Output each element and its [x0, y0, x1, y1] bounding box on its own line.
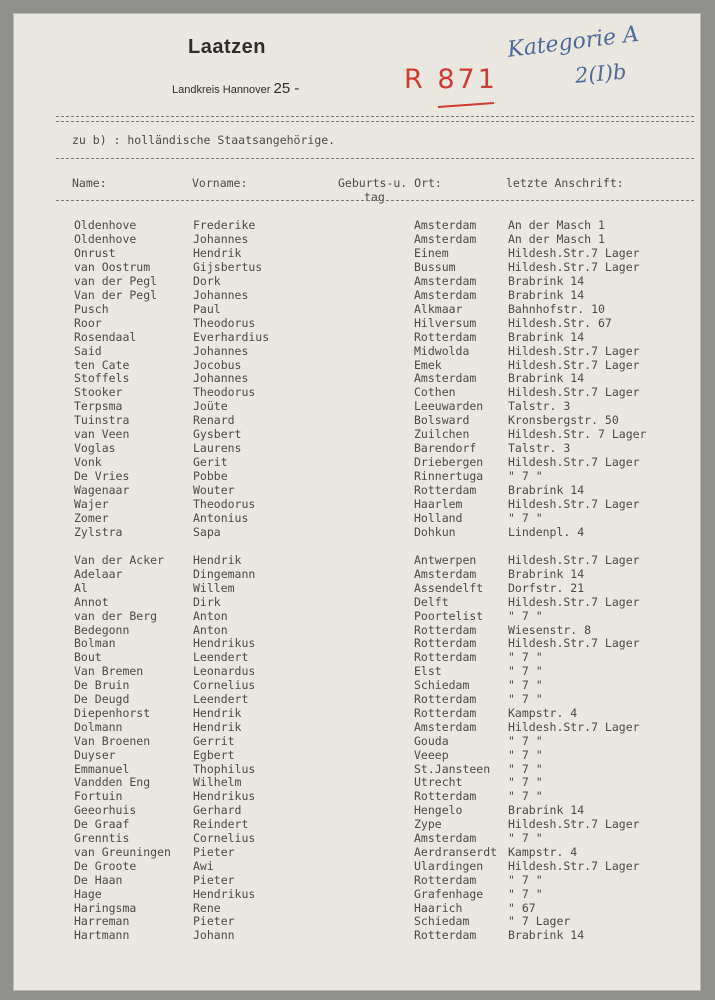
cell-vorname: Sapa — [193, 524, 221, 539]
cell-vorname: Johann — [193, 928, 235, 943]
cell-anschrift: " 7 " — [508, 650, 543, 665]
cell-anschrift: Hildesh.Str.7 Lager — [508, 719, 640, 734]
cell-anschrift: Hildesh.Str.7 Lager — [508, 259, 640, 274]
cell-name: Onrust — [74, 245, 116, 260]
cell-vorname: Theodorus — [193, 315, 256, 330]
cell-name: Harreman — [74, 914, 130, 929]
cell-ort: Amsterdam — [414, 273, 477, 288]
cell-anschrift: Kronsbergstr. 50 — [508, 413, 619, 428]
cell-name: Roor — [74, 315, 102, 330]
cell-name: De Haan — [74, 872, 123, 887]
cell-name: Van der Acker — [74, 553, 165, 567]
cell-anschrift: Hildesh.Str.7 Lager — [508, 385, 640, 400]
cell-ort: Amsterdam — [414, 218, 477, 232]
cell-ort: Utrecht — [414, 775, 463, 790]
cell-ort: Rotterdam — [414, 636, 477, 651]
cell-ort: Amsterdam — [414, 231, 477, 246]
cell-vorname: Gerit — [193, 455, 228, 470]
cell-anschrift: Hildesh.Str. 67 — [508, 315, 612, 330]
cell-name: Zylstra — [74, 524, 123, 539]
column-header-vorname: Vorname: — [192, 176, 248, 190]
cell-name: Zomer — [74, 510, 109, 525]
cell-anschrift: Brabrink 14 — [508, 803, 585, 818]
cell-name: Fortuin — [74, 789, 123, 804]
cell-vorname: Thophilus — [193, 761, 256, 776]
cell-vorname: Dirk — [193, 594, 221, 609]
cell-anschrift: An der Masch 1 — [508, 231, 605, 246]
cell-name: Van Bremen — [74, 664, 144, 679]
section-heading: zu b) : holländische Staatsangehörige. — [72, 133, 336, 147]
cell-vorname: Jocobus — [193, 357, 242, 372]
cell-name: Vandden Eng — [74, 775, 151, 790]
cell-ort: Rotterdam — [414, 705, 477, 720]
cell-name: Dolmann — [74, 719, 123, 734]
cell-ort: Zuilchen — [414, 427, 470, 442]
cell-name: Van der Pegl — [74, 287, 158, 302]
cell-ort: Elst — [414, 664, 442, 679]
cell-vorname: Theodorus — [193, 497, 256, 511]
cell-name: De Deugd — [74, 692, 130, 706]
cell-vorname: Hendrik — [193, 719, 242, 734]
cell-vorname: Antonius — [193, 510, 249, 525]
cell-ort: Ulardingen — [414, 858, 484, 873]
cell-ort: Haarlem — [414, 497, 463, 511]
cell-name: ten Cate — [74, 357, 130, 372]
cell-anschrift: Brabrink 14 — [508, 287, 585, 302]
cell-ort: Cothen — [414, 385, 456, 400]
cell-name: Bolman — [74, 636, 116, 651]
cell-anschrift: " 7 " — [508, 678, 543, 693]
cell-ort: Schiedam — [414, 678, 470, 693]
cell-name: Oldenhove — [74, 231, 137, 246]
cell-name: Bout — [74, 650, 102, 665]
cell-vorname: Johannes — [193, 287, 249, 302]
cell-vorname: Rene — [193, 900, 221, 915]
cell-vorname: Frederike — [193, 218, 256, 232]
cell-name: De Vries — [74, 469, 130, 484]
cell-ort: Rotterdam — [414, 872, 477, 887]
column-header-geburt: Geburts-u. Ort: — [338, 176, 442, 190]
cell-name: Vonk — [74, 455, 102, 470]
cell-anschrift: Kampstr. 4 — [508, 844, 578, 859]
cell-name: Rosendaal — [74, 329, 137, 344]
cell-anschrift: Bahnhofstr. 10 — [508, 301, 605, 316]
district-year: 25 - — [273, 80, 300, 97]
cell-anschrift: " 7 " — [508, 692, 543, 706]
divider — [56, 158, 694, 159]
cell-ort: Rotterdam — [414, 650, 477, 665]
cell-name: De Graaf — [74, 817, 130, 832]
cell-vorname: Egbert — [193, 747, 235, 762]
cell-anschrift: Hildesh.Str.7 Lager — [508, 245, 640, 260]
cell-ort: Antwerpen — [414, 553, 477, 567]
cell-vorname: Gerhard — [193, 803, 242, 818]
cell-vorname: Renard — [193, 413, 235, 428]
cell-ort: Rinnertuga — [414, 469, 484, 484]
cell-vorname: Gysbert — [193, 427, 242, 442]
cell-ort: St.Jansteen — [414, 761, 491, 776]
cell-vorname: Leendert — [193, 650, 249, 665]
cell-anschrift: Hildesh.Str.7 Lager — [508, 858, 640, 873]
cell-vorname: Joüte — [193, 399, 228, 414]
cell-ort: Hilversum — [414, 315, 477, 330]
cell-name: Al — [74, 580, 88, 595]
cell-anschrift: " 7 " — [508, 886, 543, 901]
cell-vorname: Hendrikus — [193, 789, 256, 804]
cell-ort: Bussum — [414, 259, 456, 274]
cell-anschrift: Hildesh.Str.7 Lager — [508, 636, 640, 651]
cell-name: Haringsma — [74, 900, 137, 915]
cell-anschrift: " 7 Lager — [508, 914, 571, 929]
cell-ort: Delft — [414, 594, 449, 609]
cell-name: Hartmann — [74, 928, 130, 943]
cell-name: Van Broenen — [74, 733, 151, 748]
cell-ort: Rotterdam — [414, 483, 477, 498]
cell-ort: Alkmaar — [414, 301, 463, 316]
cell-name: Diepenhorst — [74, 705, 151, 720]
cell-name: Said — [74, 343, 102, 358]
cell-ort: Gouda — [414, 733, 449, 748]
divider — [56, 116, 694, 117]
cell-anschrift: Hildesh.Str.7 Lager — [508, 455, 640, 470]
cell-anschrift: Hildesh.Str.7 Lager — [508, 817, 640, 832]
cell-name: Stoffels — [74, 371, 130, 386]
cell-ort: Assendelft — [414, 580, 484, 595]
cell-ort: Driebergen — [414, 455, 484, 470]
handwritten-reference: R 871 — [404, 64, 498, 95]
cell-anschrift: " 7 " — [508, 775, 543, 790]
cell-ort: Rotterdam — [414, 622, 477, 637]
cell-name: Terpsma — [74, 399, 123, 414]
cell-name: Grenntis — [74, 831, 130, 845]
cell-name: Bedegonn — [74, 622, 130, 637]
cell-name: Geeorhuis — [74, 803, 137, 818]
cell-ort: Amsterdam — [414, 287, 477, 302]
cell-ort: Amsterdam — [414, 719, 477, 734]
cell-anschrift: Kampstr. 4 — [508, 705, 578, 720]
cell-vorname: Hendrik — [193, 705, 242, 720]
cell-vorname: Johannes — [193, 231, 249, 246]
cell-anschrift: Hildesh.Str.7 Lager — [508, 497, 640, 511]
cell-vorname: Theodorus — [193, 385, 256, 400]
cell-vorname: Johannes — [193, 371, 249, 386]
cell-name: Annot — [74, 594, 109, 609]
cell-vorname: Pieter — [193, 914, 235, 929]
cell-vorname: Hendrik — [193, 553, 242, 567]
cell-vorname: Laurens — [193, 441, 242, 456]
cell-ort: Amsterdam — [414, 831, 477, 845]
cell-vorname: Anton — [193, 622, 228, 637]
cell-name: van der Pegl — [74, 273, 158, 288]
cell-anschrift: " 7 " — [508, 608, 543, 623]
column-header-name: Name: — [72, 176, 107, 190]
cell-vorname: Pieter — [193, 844, 235, 859]
cell-ort: Poortelist — [414, 608, 484, 623]
cell-vorname: Everhardius — [193, 329, 270, 344]
cell-name: van der Berg — [74, 608, 158, 623]
cell-anschrift: Hildesh.Str.7 Lager — [508, 343, 640, 358]
cell-name: Duyser — [74, 747, 116, 762]
cell-anschrift: Brabrink 14 — [508, 273, 585, 288]
cell-anschrift: " 7 " — [508, 789, 543, 804]
document-subtitle — [172, 80, 299, 97]
cell-name: van Veen — [74, 427, 130, 442]
cell-anschrift: Brabrink 14 — [508, 928, 585, 943]
cell-vorname: Wouter — [193, 483, 235, 498]
cell-vorname: Pieter — [193, 872, 235, 887]
cell-ort: Schiedam — [414, 914, 470, 929]
cell-vorname: Dork — [193, 273, 221, 288]
cell-name: Stooker — [74, 385, 123, 400]
cell-anschrift: Brabrink 14 — [508, 371, 585, 386]
cell-ort: Grafenhage — [414, 886, 484, 901]
cell-vorname: Reindert — [193, 817, 249, 832]
cell-vorname: Gerrit — [193, 733, 235, 748]
cell-ort: Hengelo — [414, 803, 463, 818]
cell-vorname: Cornelius — [193, 678, 256, 693]
cell-ort: Zype — [414, 817, 442, 832]
cell-anschrift: Lindenpl. 4 — [508, 524, 585, 539]
cell-anschrift: Talstr. 3 — [508, 441, 571, 456]
cell-name: Wagenaar — [74, 483, 130, 498]
cell-vorname: Dingemann — [193, 566, 256, 581]
cell-anschrift: Hildesh.Str. 7 Lager — [508, 427, 647, 442]
cell-vorname: Gijsbertus — [193, 259, 263, 274]
cell-vorname: Awi — [193, 858, 214, 873]
cell-ort: Rotterdam — [414, 928, 477, 943]
cell-ort: Aerdranserdt — [414, 844, 498, 859]
cell-anschrift: " 7 " — [508, 733, 543, 748]
cell-ort: Bolsward — [414, 413, 470, 428]
cell-ort: Midwolda — [414, 343, 470, 358]
cell-ort: Rotterdam — [414, 692, 477, 706]
cell-anschrift: Hildesh.Str.7 Lager — [508, 594, 640, 609]
cell-anschrift: Wiesenstr. 8 — [508, 622, 592, 637]
cell-vorname: Pobbe — [193, 469, 228, 484]
cell-vorname: Anton — [193, 608, 228, 623]
cell-name: De Bruin — [74, 678, 130, 693]
cell-anschrift: Talstr. 3 — [508, 399, 571, 414]
cell-vorname: Leonardus — [193, 664, 256, 679]
cell-ort: Holland — [414, 510, 463, 525]
cell-name: Emmanuel — [74, 761, 130, 776]
cell-ort: Amsterdam — [414, 371, 477, 386]
cell-ort: Leeuwarden — [414, 399, 484, 414]
column-header-geburt-tag: tag — [364, 190, 385, 204]
cell-anschrift: Dorfstr. 21 — [508, 580, 585, 595]
cell-ort: Emek — [414, 357, 442, 372]
document-title: Laatzen — [188, 36, 266, 58]
cell-vorname: Willem — [193, 580, 235, 595]
cell-name: Voglas — [74, 441, 116, 456]
cell-anschrift: " 7 " — [508, 664, 543, 679]
cell-ort: Haarich — [414, 900, 463, 915]
cell-anschrift: " 7 " — [508, 761, 543, 776]
cell-ort: Rotterdam — [414, 789, 477, 804]
cell-name: van Greuningen — [74, 844, 171, 859]
cell-vorname: Leendert — [193, 692, 249, 706]
cell-ort: Amsterdam — [414, 566, 477, 581]
cell-vorname: Paul — [193, 301, 221, 316]
cell-name: Oldenhove — [74, 218, 137, 232]
cell-anschrift: " 67 — [508, 900, 536, 915]
handwritten-code: 2(I)b — [574, 59, 628, 88]
cell-name: van Oostrum — [74, 259, 151, 274]
cell-ort: Dohkun — [414, 524, 456, 539]
cell-name: De Groote — [74, 858, 137, 873]
cell-anschrift: " 7 " — [508, 469, 543, 484]
district-label: Landkreis Hannover — [172, 84, 271, 96]
cell-vorname: Johannes — [193, 343, 249, 358]
cell-vorname: Hendrikus — [193, 636, 256, 651]
cell-anschrift: Hildesh.Str.7 Lager — [508, 357, 640, 372]
cell-name: Wajer — [74, 497, 109, 511]
cell-vorname: Cornelius — [193, 831, 256, 845]
cell-name: Pusch — [74, 301, 109, 316]
cell-ort: Einem — [414, 245, 449, 260]
cell-name: Adelaar — [74, 566, 123, 581]
handwritten-category: Kategorie A — [506, 21, 641, 63]
cell-ort: Rotterdam — [414, 329, 477, 344]
cell-anschrift: An der Masch 1 — [508, 218, 605, 232]
cell-anschrift: " 7 " — [508, 872, 543, 887]
cell-ort: Veeep — [414, 747, 449, 762]
cell-anschrift: " 7 " — [508, 510, 543, 525]
cell-anschrift: Brabrink 14 — [508, 329, 585, 344]
divider — [56, 200, 694, 201]
cell-anschrift: Hildesh.Str.7 Lager — [508, 553, 640, 567]
cell-anschrift: Brabrink 14 — [508, 483, 585, 498]
column-header-anschrift: letzte Anschrift: — [506, 176, 624, 190]
cell-anschrift: Brabrink 14 — [508, 566, 585, 581]
divider — [56, 121, 694, 122]
cell-vorname: Hendrikus — [193, 886, 256, 901]
cell-name: Hage — [74, 886, 102, 901]
cell-anschrift: " 7 " — [508, 747, 543, 762]
cell-vorname: Wilhelm — [193, 775, 242, 790]
cell-ort: Barendorf — [414, 441, 477, 456]
cell-anschrift: " 7 " — [508, 831, 543, 845]
cell-vorname: Hendrik — [193, 245, 242, 260]
cell-name: Tuinstra — [74, 413, 130, 428]
